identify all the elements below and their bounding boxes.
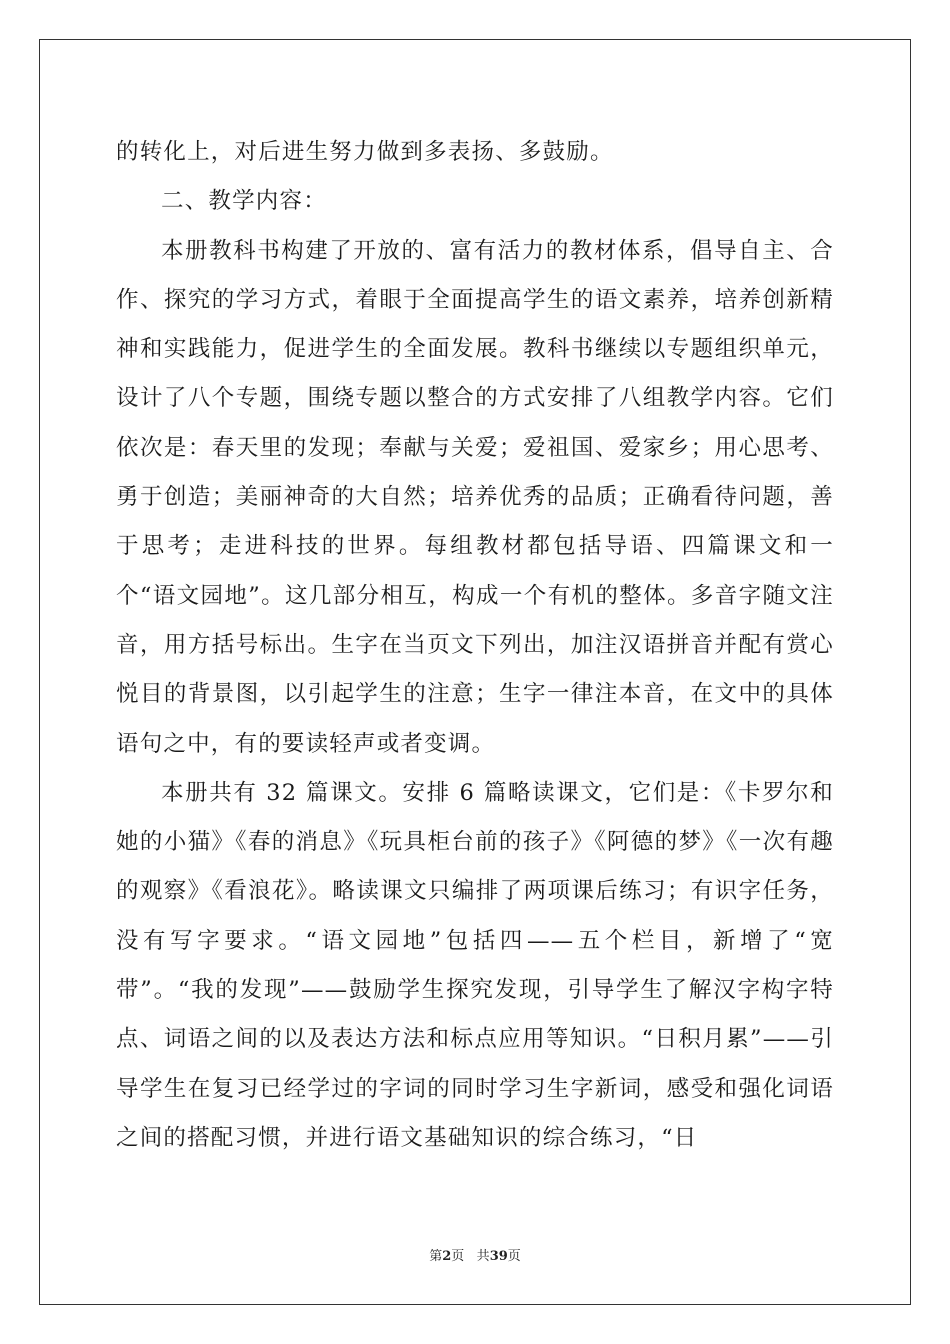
paragraph-textbook-overview: 本册教科书构建了开放的、富有活力的教材体系，倡导自主、合作、探究的学习方式，着眼于全面提高学生的语文素养，培养创新精神和实践能力，促进学生的全面发展。教科书继续以专题组织单元，设计了八个专题，围绕专题以整合的方式安排了八组教学内容。它们依次是：春天里的发现；奉献与关爱；爱祖国、爱家乡；用心思考、勇于创造；美丽神奇的大自然；培养优秀的品质；正确看待问题，善于思考；走进科技的世界。每组教材都包括导语、四篇课文和一个“语文园地”。这几部分相互，构成一个有机的整体。多音字随文注音，用方括号标出。生字在当页文下列出，加注汉语拼音并配有赏心悦目的背景图，以引起学生的注意；生字一律注本音，在文中的具体语句之中，有的要读轻声或者变调。 [116,237,834,757]
page-current: 2 [442,1249,452,1264]
total-suffix: 页 [507,1249,521,1264]
paragraph-lessons-summary: 本册共有 32 篇课文。安排 6 篇略读课文，它们是：《卡罗尔和她的小猫》《春的消息》《玩具柜台前的孩子》《阿德的梦》《一次有趣的观察》《看浪花》。略读课文只编排了两项课后练习；有识字任务，没有写字要求。“语文园地”包括四——五个栏目，新增了“宽带”。“我的发现”——鼓励学生探究发现，引导学生了解汉字构字特点、词语之间的以及表达方法和标点应用等知识。“日积月累”——引导学生在复习已经学过的字词的同时学习生字新词，感受和强化词语之间的搭配习惯，并进行语文基础知识的综合练习，“日 [116,779,834,1151]
total-prefix: 共 [476,1249,490,1264]
section-heading: 二、教学内容： [161,188,327,215]
document-body [116,128,834,1163]
page-total: 39 [489,1249,508,1264]
page-prefix: 第 [429,1249,443,1264]
paragraph-continuation: 的转化上，对后进生努力做到多表扬、多鼓励。 [116,139,614,165]
page-footer [0,1245,950,1264]
page-suffix: 页 [451,1249,465,1264]
